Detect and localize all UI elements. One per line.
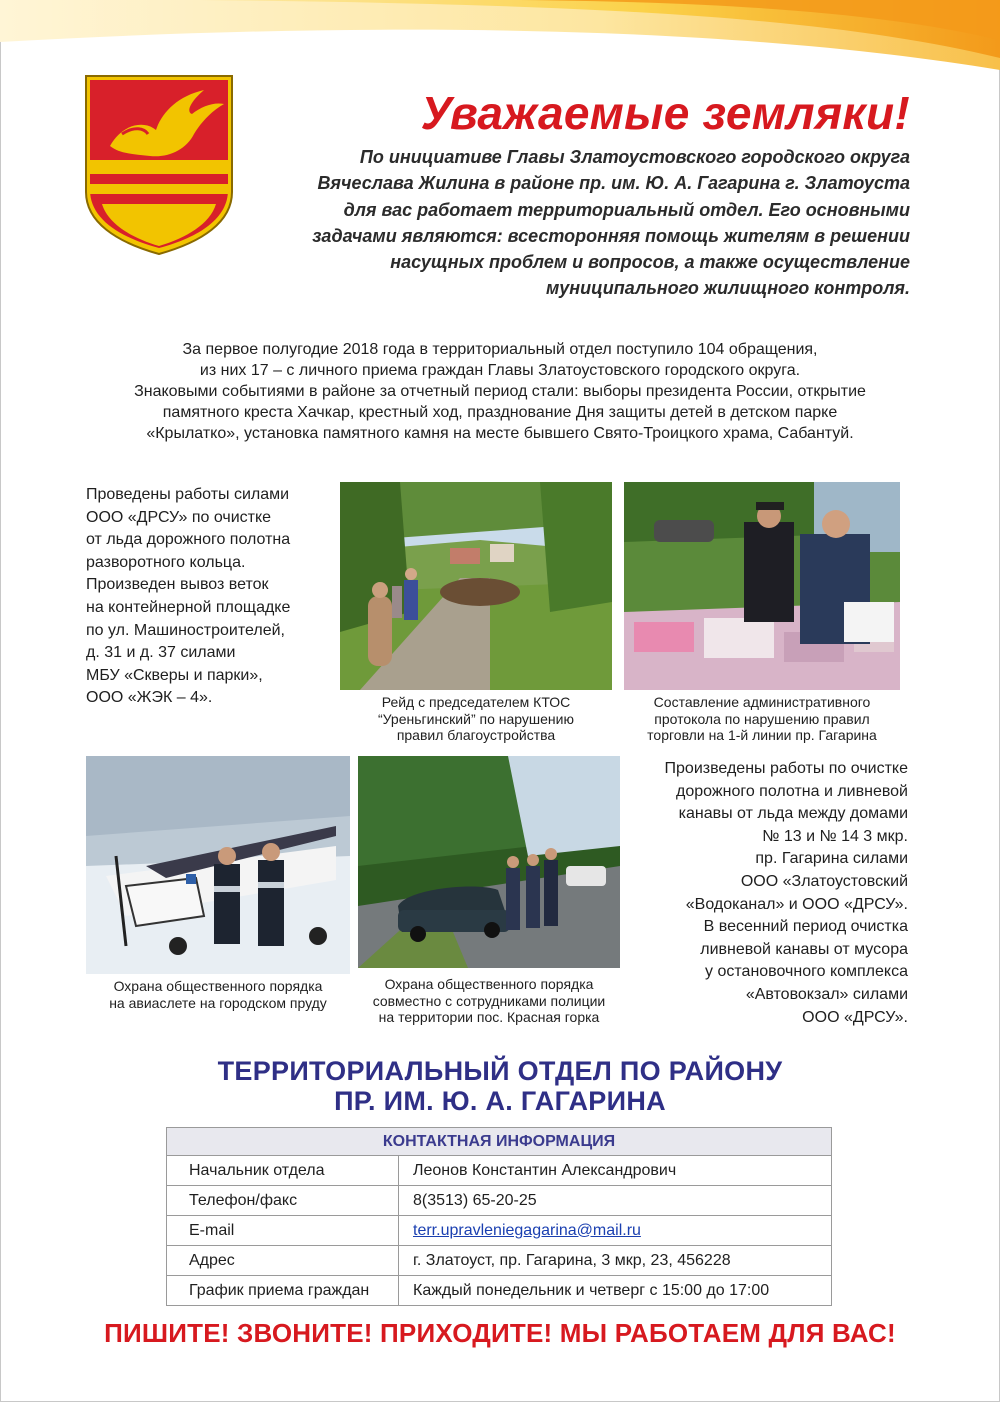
summary-line: памятного креста Хачкар, крестный ход, празднование Дня защиты детей в детском парке [162,404,838,421]
photo-airshow [86,756,350,974]
department-title-line: ТЕРРИТОРИАЛЬНЫЙ ОТДЕЛ ПО РАЙОНУ [217,1056,783,1086]
drainage-cleaning-paragraph [608,758,908,1029]
caption-protocol [624,694,900,744]
contact-value: Леонов Константин Александрович [399,1156,832,1186]
contact-value: 8(3513) 65-20-25 [399,1186,832,1216]
table-row [167,1246,832,1276]
paragraph-line: В весенний период очистка [703,918,908,936]
paragraph-line: канавы от льда между домами [678,805,908,823]
summary-paragraph [60,339,940,444]
intro-line: для вас работает территориальный отдел. Его основными [343,199,910,220]
summary-line: Знаковыми событиями в районе за отчетный период стали: выборы президента России, открытие [134,383,866,400]
paragraph-line: ООО «ДРСУ». [802,1008,908,1026]
caption-line: правил благоустройства [396,727,556,743]
caption-raid [340,694,612,744]
caption-line: Рейд с председателем КТОС [381,694,571,710]
paragraph-line: д. 31 и д. 37 силами [86,644,236,662]
caption-line: Охрана общественного порядка [384,976,594,992]
intro-line: Вячеслава Жилина в районе пр. им. Ю. А. Гагарина г. Златоуста [317,173,910,194]
paragraph-line: ливневой канавы от мусора [700,940,908,958]
table-row [167,1156,832,1186]
page-title: Уважаемые земляки! [420,87,910,139]
paragraph-line: № 13 и № 14 3 мкр. [762,827,908,845]
paragraph-line: «Водоканал» и ООО «ДРСУ». [685,895,908,913]
contact-value: Каждый понедельник и четверг с 15:00 до 17:00 [399,1276,832,1306]
paragraph-line: ООО «ДРСУ» по очистке [86,508,272,526]
caption-line: торговли на 1-й линии пр. Гагарина [647,727,877,743]
summary-line: из них 17 – с личного приема граждан Главы Златоустовского городского округа. [199,362,801,379]
intro-line: насущных проблем и вопросов, а также осуществление [390,252,910,273]
caption-airshow [86,978,350,1011]
caption-line: Составление административного [653,694,871,710]
caption-line: “Уреньгинский” по нарушению [378,710,574,727]
email-link[interactable]: terr.upravleniegagarina@mail.ru [413,1221,641,1239]
paragraph-line: ООО «Златоустовский [740,872,908,890]
caption-line: на территории пос. Красная горка [378,1009,600,1025]
contact-label: График приема граждан [167,1276,399,1306]
photo-raid [340,482,612,690]
paragraph-line: на контейнерной площадке [86,598,291,616]
road-cleaning-paragraph [86,484,336,710]
intro-line: По инициативе Главы Златоустовского городского округа [359,147,910,167]
paragraph-line: от льда дорожного полотна [86,531,291,549]
table-row [167,1276,832,1306]
paragraph-line: дорожного полотна и ливневой [676,782,908,800]
contact-value [399,1216,832,1246]
department-title [0,1056,1000,1116]
paragraph-line: у остановочного комплекса [705,963,908,981]
contact-table-header: КОНТАКТНАЯ ИНФОРМАЦИЯ [167,1128,832,1156]
caption-line: совместно с сотрудниками полиции [372,992,606,1009]
paragraph-line: Произведен вывоз веток [86,576,269,594]
paragraph-line: Проведены работы силами [86,486,290,503]
contact-table-header-row [167,1128,832,1156]
caption-line: протокола по нарушению правил [654,710,870,727]
paragraph-line: МБУ «Скверы и парки», [86,666,263,684]
department-title-line: ПР. ИМ. Ю. А. ГАГАРИНА [334,1086,666,1116]
contact-label: Телефон/факс [167,1186,399,1216]
paragraph-line: Произведены работы по очистке [664,760,908,777]
intro-line: задачами являются: всесторонняя помощь жителям в решении [312,225,910,246]
paragraph-line: по ул. Машиностроителей, [86,621,285,639]
call-to-action: ПИШИТЕ! ЗВОНИТЕ! ПРИХОДИТЕ! МЫ РАБОТАЕМ ДЛЯ ВАС! [104,1318,896,1348]
paragraph-line: разворотного кольца. [86,553,246,571]
table-row [167,1186,832,1216]
paragraph-line: пр. Гагарина силами [755,850,908,868]
caption-line: на авиаслете на городском пруду [109,994,327,1011]
coat-of-arms-emblem [82,72,236,256]
contact-value: г. Златоуст, пр. Гагарина, 3 мкр, 23, 456228 [399,1246,832,1276]
caption-line: Охрана общественного порядка [113,978,323,994]
intro-line: муниципального жилищного контроля. [545,278,910,299]
caption-police [358,976,620,1026]
contact-table [166,1127,832,1306]
photo-police [358,756,620,968]
summary-line: За первое полугодие 2018 года в территориальный отдел поступило 104 обращения, [182,341,818,358]
photo-protocol [624,482,900,690]
contact-label: Начальник отдела [167,1156,399,1186]
paragraph-line: «Автовокзал» силами [745,985,908,1003]
summary-line: «Крылатко», установка памятного камня на месте бывшего Свято-Троицкого храма, Сабантуй. [146,425,854,442]
contact-label: E-mail [167,1216,399,1246]
paragraph-line: ООО «ЖЭК – 4». [86,689,213,707]
intro-paragraph [270,144,910,302]
table-row [167,1216,832,1246]
contact-label: Адрес [167,1246,399,1276]
